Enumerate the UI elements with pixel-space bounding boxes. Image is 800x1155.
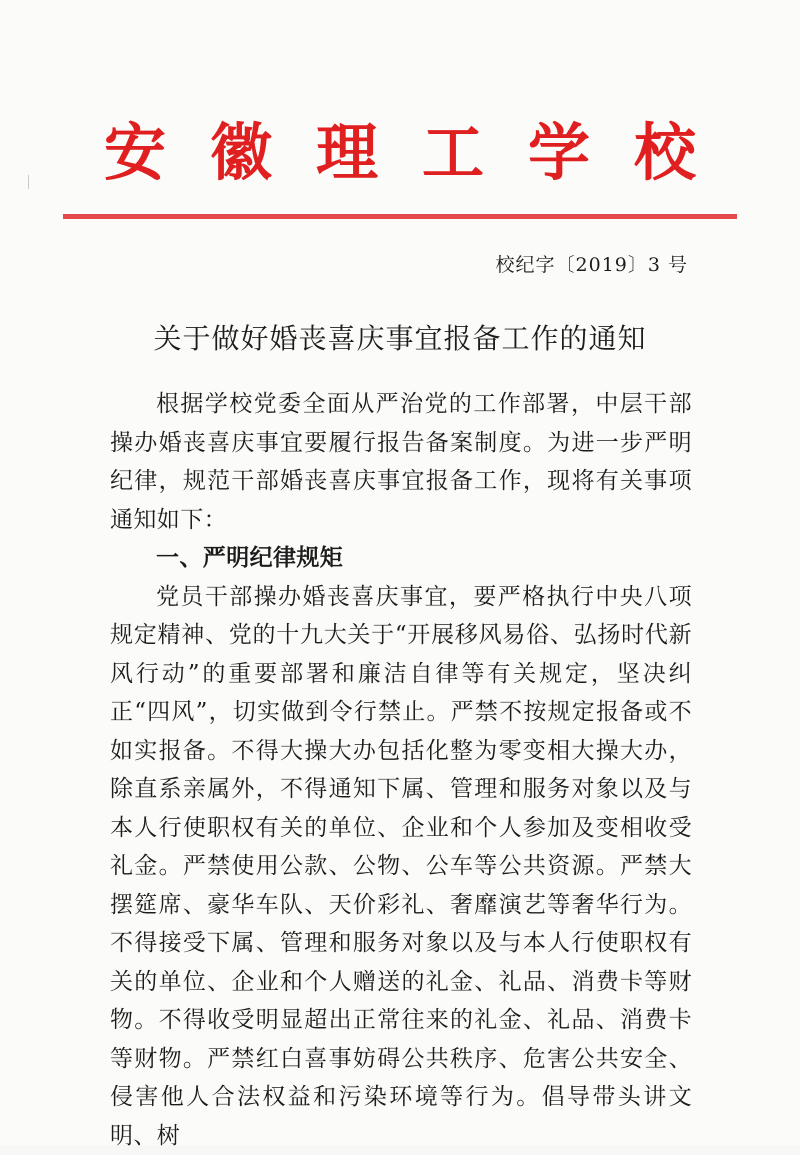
letterhead-char: 工 <box>418 118 488 188</box>
letterhead-char: 理 <box>312 118 382 188</box>
document-title: 关于做好婚丧喜庆事宜报备工作的通知 <box>0 320 800 358</box>
intro-paragraph: 根据学校党委全面从严治党的工作部署，中层干部操办婚丧喜庆事宜要履行报告备案制度。为进一步严明纪律，规范干部婚丧喜庆事宜报备工作，现将有关事项通知如下： <box>110 385 692 539</box>
section-paragraph: 党员干部操办婚丧喜庆事宜，要严格执行中央八项规定精神、党的十九大关于“开展移风易俗、弘扬时代新风行动”的重要部署和廉洁自律等有关规定，坚决纠正“四风”，切实做到令行禁止。严禁不按规定报备或不如实报备。不得大操大办包括化整为零变相大操大办，除直系亲属外，不得通知下属、管理和服务对象以及与本人行使职权有关的单位、企业和个人参加及变相收受礼金。严禁使用公款、公物、公车等公共资源。严禁大摆筵席、豪华车队、天价彩礼、奢靡演艺等奢华行为。不得接受下属、管理和服务对象以及与本人行使职权有关的单位、企业和个人赠送的礼金、礼品、消费卡等财物。不得收受明显超出正常往来的礼金、礼品、消费卡等财物。严禁红白喜事妨碍公共秩序、危害公共安全、侵害他人合法权益和污染环境等行为。倡导带头讲文明、树 <box>110 578 692 1155</box>
letterhead-char: 安 <box>100 118 170 188</box>
section-heading: 一、严明纪律规矩 <box>110 539 692 578</box>
letterhead-red-rule <box>63 214 737 219</box>
document-body <box>110 385 692 1155</box>
letterhead-title <box>100 118 700 188</box>
letterhead-char: 徽 <box>206 118 276 188</box>
letterhead-char: 校 <box>630 118 700 188</box>
document-number: 校纪字〔2019〕3 号 <box>496 252 688 278</box>
scan-margin-mark <box>28 175 29 189</box>
letterhead-char: 学 <box>524 118 594 188</box>
